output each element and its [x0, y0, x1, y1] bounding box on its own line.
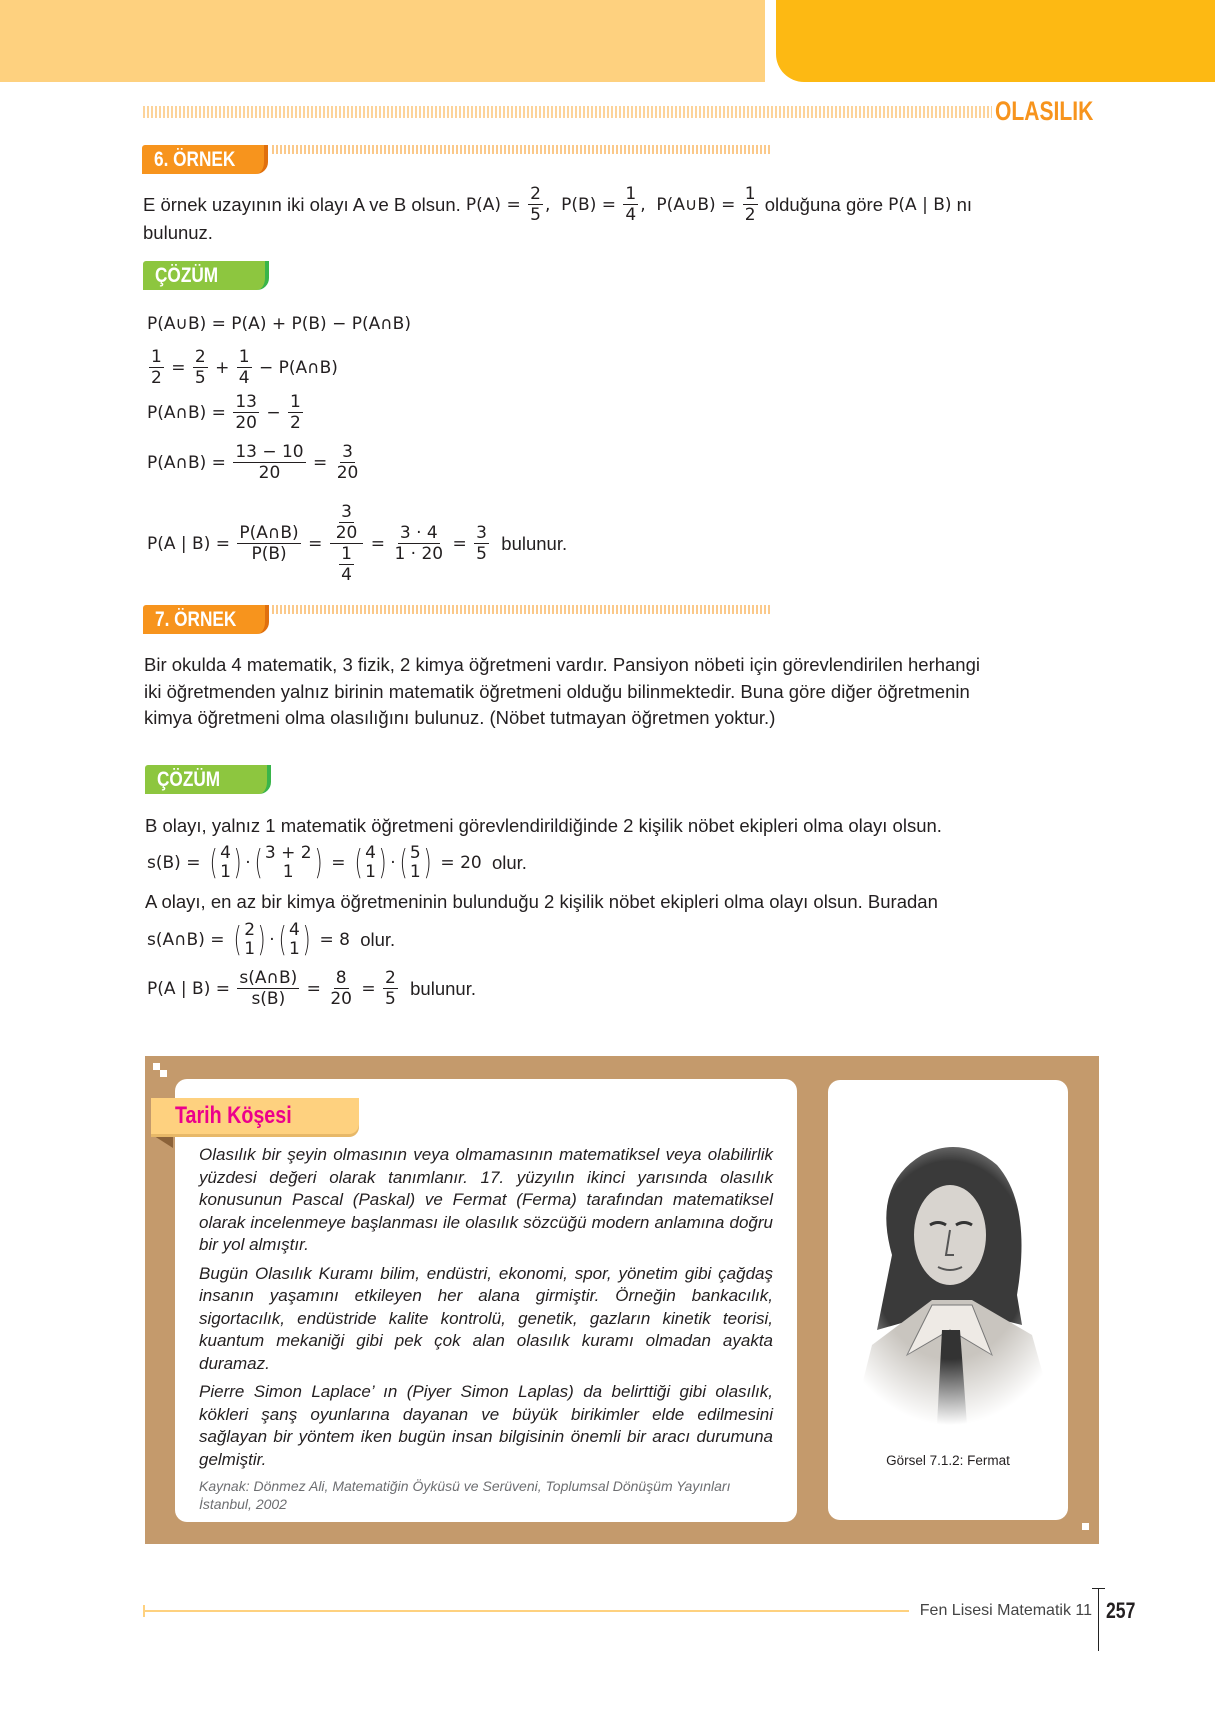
numerator — [237, 968, 299, 989]
numerator — [743, 184, 758, 205]
history-text — [199, 1144, 773, 1513]
math-expr: 3 — [342, 442, 353, 462]
fraction — [474, 523, 489, 564]
math-expr: = — [307, 452, 333, 473]
math-expr: P(A∩B) = — [147, 452, 232, 473]
header-band-gap — [765, 0, 776, 82]
math-expr: 20 — [335, 523, 358, 543]
paren: ( — [209, 843, 218, 883]
fraction — [528, 184, 543, 225]
numerator — [334, 968, 349, 989]
denominator — [335, 544, 358, 585]
math-expr: = — [325, 853, 351, 873]
math-expr: 1 · 20 — [394, 544, 444, 564]
math-expr: , P(A∪B) = — [640, 194, 741, 215]
paren: ) — [233, 843, 242, 883]
denominator — [249, 544, 288, 564]
question-line: iki öğretmenden yalnız birinin matematik öğretmeni olduğu bilinmektedir. Buna göre diğer öğretmenin — [144, 680, 970, 702]
math-expr: 5 — [385, 989, 396, 1009]
math-expr: 4 — [341, 565, 352, 585]
chapter-title: OLASILIK — [995, 96, 1094, 126]
text: bulunur. — [491, 532, 568, 554]
binomial-bottom: 1 — [244, 939, 256, 959]
fraction — [743, 184, 758, 225]
history-corner-title: Tarih Köşesi — [151, 1098, 359, 1134]
fraction — [334, 502, 360, 543]
binomial-top: 4 — [365, 843, 376, 863]
solution-line — [147, 392, 305, 433]
math-expr: · — [245, 853, 251, 873]
denominator — [193, 368, 208, 388]
math-expr: 20 — [336, 463, 359, 483]
solution-7-line1: B olayı, yalnız 1 matematik öğretmeni görevlendirildiğinde 2 kişilik nöbet ekipleri olma olayı olsun. — [145, 815, 942, 836]
fraction — [237, 968, 299, 1009]
numerator — [237, 523, 300, 544]
solution-7-line2: A olayı, en az bir kimya öğretmeninin bulunduğu 2 kişilik nöbet ekipleri olma olayı olsun. Buradan — [145, 891, 938, 912]
footer-line-cap — [143, 1605, 145, 1617]
binomial-top: 2 — [244, 920, 256, 940]
binomial-top: 5 — [409, 843, 421, 863]
math-expr: 20 — [235, 413, 257, 433]
footer-line — [143, 1610, 909, 1612]
fraction — [392, 523, 445, 564]
paren: ( — [278, 920, 287, 960]
solution-6-badge: ÇÖZÜM — [143, 261, 269, 290]
decor-pixel — [1082, 1523, 1089, 1530]
paren: ) — [423, 843, 432, 883]
solution-line — [147, 502, 567, 585]
denominator — [233, 413, 259, 433]
fraction — [330, 502, 364, 585]
math-expr: = — [447, 533, 473, 554]
math-expr: = — [302, 533, 328, 554]
history-paragraph: Pierre Simon Laplace’ ın (Piyer Simon Laplas) da belirttiği gibi olasılık, kökleri şanş oyunlarına dayanan ve büyük birikimler elde edilmesini sağlayan bir yöntem iken bugün insan bilgisinin önemli bir aracı durumuna gelmiştir. — [199, 1382, 773, 1469]
history-paragraph: Bugün Olasılık Kuramı bilim, endüstri, ekonomi, spor, yönetim gibi çağdaş insanın yaşamını etkileyen her alana girmiştir. Örneğin bankacılık, sigortacılık, endüstride kalite kontrolü, genetik, gazların kinetik teorisi, kuantum mekaniği gibi pek çok alan olasılık kuramı olmadan ayakta duramaz. — [199, 1263, 773, 1373]
paren: ) — [378, 843, 387, 883]
binomial — [352, 843, 389, 883]
math-expr: 2 — [744, 205, 756, 225]
question-line: kimya öğretmeni olma olasılığını bulunuz. (Nöbet tutmayan öğretmen yoktur.) — [144, 707, 776, 728]
binomial-bottom: 1 — [409, 862, 421, 882]
binomial-stack — [289, 921, 300, 959]
math-expr: 3 — [476, 523, 487, 543]
denominator — [392, 544, 445, 564]
denominator — [334, 523, 360, 543]
binomial — [252, 843, 325, 883]
denominator — [237, 368, 252, 388]
binomial-bottom: 1 — [282, 862, 294, 882]
fraction — [237, 523, 300, 564]
math-expr: · — [390, 853, 396, 873]
math-expr: P(B) — [251, 544, 287, 564]
binomial-stack — [244, 921, 255, 959]
math-expr: 2 — [290, 413, 301, 433]
math-expr: P(A∩B) = — [147, 402, 232, 423]
numerator — [339, 544, 354, 565]
fraction — [328, 968, 354, 1009]
numerator — [237, 347, 252, 368]
denominator — [149, 368, 164, 388]
math-expr: = 20 — [435, 853, 482, 873]
math-expr: 4 — [625, 205, 637, 225]
math-expr: 4 — [238, 368, 250, 388]
math-expr: s(B) = — [147, 853, 206, 873]
binomial-stack — [365, 844, 376, 882]
numerator — [339, 502, 354, 523]
fraction — [193, 347, 208, 388]
text: olur. — [349, 929, 396, 950]
decor-pixel — [1089, 1530, 1096, 1537]
numerator — [233, 392, 259, 413]
solution-7-sAB — [147, 920, 395, 960]
math-expr: 8 — [335, 968, 347, 988]
source-line: İstanbul, 2002 — [199, 1496, 287, 1512]
fraction — [339, 544, 354, 585]
math-expr: 1 — [290, 392, 301, 412]
math-expr: 13 − 10 — [235, 442, 304, 462]
binomial-bottom: 1 — [365, 862, 376, 882]
page-number: 257 — [1106, 1598, 1136, 1623]
math-expr: 1 — [744, 184, 756, 204]
example-6-question-line2: bulunuz. — [143, 222, 213, 243]
text: nı — [951, 193, 973, 215]
math-expr: s(A∩B) — [239, 968, 298, 988]
question-line: Bir okulda 4 matematik, 3 fizik, 2 kimya öğretmeni vardır. Pansiyon nöbeti için görevlendirilen herhangi — [144, 654, 980, 675]
math-expr: 2 — [530, 184, 541, 204]
fraction — [383, 968, 398, 1009]
paren: ( — [254, 843, 263, 883]
math-expr: P(A | B) = — [147, 533, 236, 554]
solution-7-sB — [147, 843, 527, 883]
fraction — [335, 442, 361, 483]
denominator — [474, 544, 489, 564]
math-expr: P(A | B) = — [147, 978, 236, 999]
footer-separator — [1098, 1588, 1099, 1651]
math-expr: P(A∩B) — [239, 523, 299, 543]
binomial-stack — [265, 844, 312, 882]
header-band-left — [0, 0, 765, 82]
source-line: Kaynak: Dönmez Ali, Matematiğin Öyküsü ve Serüveni, Toplumsal Dönüşüm Yayınları — [199, 1478, 731, 1494]
example-6-divider — [272, 145, 772, 154]
paren: ) — [314, 843, 323, 883]
math-expr: 1 — [238, 347, 250, 367]
math-expr: = — [165, 357, 191, 378]
book-title: Fen Lisesi Matematik 11 — [919, 1602, 1092, 1619]
denominator — [383, 989, 398, 1009]
numerator — [340, 442, 355, 463]
denominator — [743, 205, 758, 225]
paren: ) — [257, 920, 266, 960]
math-expr: 1 — [341, 544, 352, 564]
solution-line — [147, 347, 338, 388]
example-7-question — [144, 652, 1084, 732]
history-paragraph: Olasılık bir şeyin olmasının veya olmamasının matematiksel veya olabilirlik yüzdesi değeri olarak tanımlanır. 17. yüzyılın ikinci yarısında olasılık konusunun Pascal (Paskal) ve Fermat (Ferma) tarafından matematiksel olarak incelenmeye başlanması ile olasılık sözcüğü modern anlamına doğru bir yol almıştır. — [199, 1145, 773, 1254]
binomial-top: 3 + 2 — [264, 843, 312, 863]
math-expr: 5 — [530, 205, 541, 225]
text: olur. — [481, 852, 527, 873]
math-expr: 5 — [194, 368, 206, 388]
solution-line — [147, 314, 411, 334]
example-7-badge: 7. ÖRNEK — [143, 605, 269, 634]
binomial-bottom: 1 — [220, 862, 231, 882]
math-expr: 13 — [235, 392, 257, 412]
binomial — [397, 843, 434, 883]
solution-7-pAB — [147, 968, 476, 1009]
numerator — [288, 392, 303, 413]
denominator — [288, 413, 303, 433]
paren: ( — [233, 920, 242, 960]
math-expr: = — [301, 978, 327, 999]
denominator — [339, 565, 354, 585]
text: olduğuna göre — [759, 193, 889, 215]
fraction — [288, 392, 303, 433]
binomial — [276, 920, 313, 960]
label-fold — [151, 1134, 173, 1148]
math-expr: 1 — [151, 347, 162, 367]
numerator — [528, 184, 543, 205]
decor-pixel — [153, 1063, 160, 1070]
math-expr: − — [260, 402, 287, 423]
math-expr: s(B) — [251, 989, 286, 1009]
math-expr: 20 — [330, 989, 352, 1009]
numerator — [623, 184, 638, 205]
fraction — [233, 392, 259, 433]
math-expr: 5 — [476, 544, 487, 564]
numerator — [383, 968, 398, 989]
paren: ( — [399, 843, 408, 883]
binomial-stack — [410, 844, 421, 882]
fraction — [149, 347, 164, 388]
fraction — [237, 347, 252, 388]
denominator — [328, 989, 354, 1009]
solution-line — [147, 442, 362, 483]
binomial-stack — [220, 844, 231, 882]
paren: ( — [354, 843, 363, 883]
math-expr: 3 — [341, 502, 352, 522]
fraction — [233, 442, 305, 483]
header-band-right — [776, 0, 1215, 82]
numerator — [233, 442, 305, 463]
numerator — [474, 523, 489, 544]
binomial — [207, 843, 244, 883]
numerator — [149, 347, 164, 368]
history-source — [199, 1477, 773, 1513]
denominator — [257, 463, 283, 483]
fraction — [623, 184, 638, 225]
math-expr: P(A) = — [465, 194, 527, 215]
binomial — [231, 920, 268, 960]
example-7-divider — [272, 605, 772, 614]
fermat-portrait — [832, 1125, 1068, 1425]
math-expr: 1 — [625, 184, 637, 204]
math-expr: s(A∩B) = — [147, 930, 230, 950]
binomial-top: 4 — [288, 920, 300, 940]
math-expr: 3 · 4 — [399, 523, 438, 543]
math-expr: = — [365, 533, 391, 554]
math-expr: − P(A∩B) — [253, 357, 338, 378]
denominator — [528, 205, 543, 225]
math-expr: = 8 — [314, 930, 350, 950]
image-caption: Görsel 7.1.2: Fermat — [886, 1453, 1010, 1468]
denominator — [249, 989, 287, 1009]
math-expr: 2 — [385, 968, 396, 988]
solution-7-badge: ÇÖZÜM — [145, 765, 271, 794]
binomial-top: 4 — [220, 843, 231, 863]
binomial-bottom: 1 — [288, 939, 300, 959]
example-6-badge: 6. ÖRNEK — [142, 145, 268, 174]
example-6-question — [143, 184, 972, 225]
numerator — [330, 502, 364, 544]
math-expr: + — [209, 357, 235, 378]
math-expr: = — [355, 978, 382, 999]
denominator — [335, 463, 361, 483]
numerator — [193, 347, 208, 368]
decor-pixel — [160, 1070, 167, 1077]
text: bulunur. — [399, 977, 476, 999]
text: E örnek uzayının iki olayı A ve B olsun. — [143, 193, 466, 215]
paren: ) — [302, 920, 311, 960]
math-expr: 2 — [194, 347, 206, 367]
math-expr: , P(B) = — [544, 194, 622, 215]
denominator — [623, 205, 638, 225]
math-expr: P(A | B) — [888, 194, 952, 215]
numerator — [398, 523, 440, 544]
math-expr: P(A∪B) = P(A) + P(B) − P(A∩B) — [147, 314, 411, 334]
chapter-divider — [143, 106, 992, 118]
math-expr: 2 — [151, 368, 162, 388]
math-expr: · — [269, 930, 275, 950]
footer-separator-cap — [1092, 1588, 1105, 1589]
math-expr: 20 — [258, 463, 281, 483]
